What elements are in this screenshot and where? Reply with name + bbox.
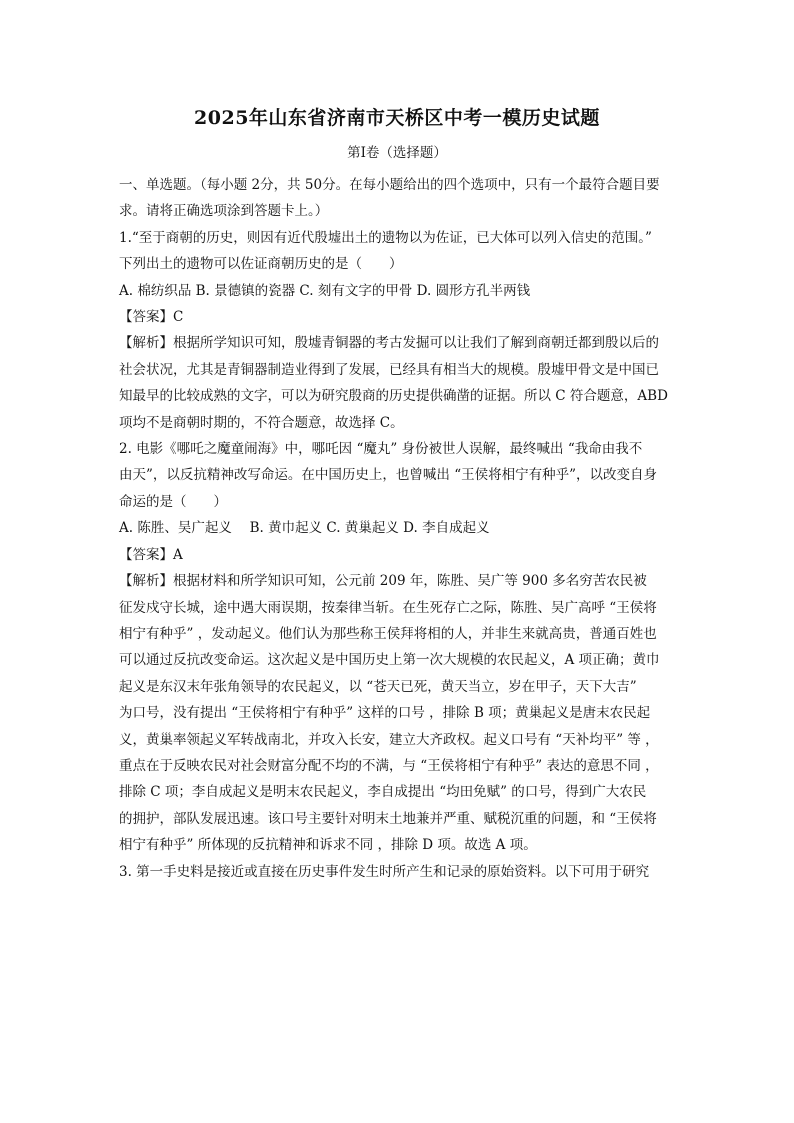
question-2-analysis: 起义是东汉末年张角领导的农民起义，以 “苍天已死，黄天当立，岁在甲子，天下大吉” bbox=[119, 678, 637, 695]
question-1-analysis: 项均不是商朝时期的，不符合题意，故选择 C。 bbox=[119, 414, 404, 431]
instruction-line: 一、单选题。（每小题 2分，共 50分。在每小题给出的四个选项中，只有一个最符合题目要 bbox=[119, 177, 660, 193]
question-1-options: A. 棉纺织品 B. 景德镇的瓷器 C. 刻有文字的甲骨 D. 圆形方孔半两钱 bbox=[119, 282, 531, 299]
question-2-analysis: 的拥护，部队发展迅速。该口号主要针对明末土地兼并严重、赋税沉重的问题，和 “王侯将 bbox=[119, 810, 657, 827]
section-subtitle: 第Ⅰ卷（选择题） bbox=[347, 145, 447, 161]
question-1-analysis: 社会状况，尤其是青铜器制造业得到了发展，已经具有相当大的规模。殷墟甲骨文是中国已 bbox=[119, 361, 659, 378]
document-title: 2025年山东省济南市天桥区中考一模历史试题 bbox=[194, 107, 600, 129]
question-2-stem: 2. 电影《哪吒之魔童闹海》中，哪吒因 “魔丸” 身份被世人误解，最终喊出 “我命由我不 bbox=[119, 441, 643, 458]
question-2-analysis: 征发戍守长城，途中遇大雨误期，按秦律当斩。在生死存亡之际，陈胜、吴广高呼 “王侯将 bbox=[119, 599, 657, 616]
question-1-stem: 下列出土的遗物可以佐证商朝历史的是（ ） bbox=[119, 256, 403, 273]
question-2-analysis: 义，黄巢率领起义军转战南北，并攻入长安，建立大齐政权。起义口号有 “天补均平” 等 ， bbox=[119, 731, 659, 748]
question-2-analysis: 可以通过反抗改变命运。这次起义是中国历史上第一次大规模的农民起义，A 项正确；黄巾 bbox=[119, 652, 660, 669]
question-2-analysis: 相宁有种乎” 所体现的反抗精神和诉求不同 ，排除 D 项。故选 A 项。 bbox=[119, 837, 537, 854]
question-2-analysis: 相宁有种乎” ，发动起义。他们认为那些称王侯拜将相的人，并非生来就高贵，普通百姓也 bbox=[119, 625, 657, 642]
question-3-stem: 3. 第一手史料是接近或直接在历史事件发生时所产生和记录的原始资料。以下可用于研究 bbox=[119, 863, 650, 880]
question-2-analysis: 【解析】根据材料和所学知识可知，公元前 209 年，陈胜、吴广等 900 多名穷苦农民被 bbox=[119, 573, 647, 590]
instruction-line: 求。请将正确选项涂到答题卡上。） bbox=[119, 203, 329, 220]
question-2-analysis: 重点在于反映农民对社会财富分配不均的不满，与 “王侯将相宁有种乎” 表达的意思不同 ， bbox=[119, 757, 659, 774]
question-1-analysis: 知最早的比较成熟的文字，可以为研究殷商的历史提供确凿的证据。所以 C 符合题意，ABD bbox=[119, 388, 668, 405]
question-2-stem: 由天”，以反抗精神改写命运。在中国历史上，也曾喊出 “王侯将相宁有种乎”，以改变自身 bbox=[119, 467, 657, 484]
question-1-stem: 1.“至于商朝的历史，则因有近代殷墟出土的遗物以为佐证，已大体可以列入信史的范围。” bbox=[119, 229, 652, 246]
question-2-options: A. 陈胜、吴广起义 B. 黄巾起义 C. 黄巢起义 D. 李自成起义 bbox=[119, 520, 490, 537]
question-2-stem: 命运的是（ ） bbox=[119, 493, 227, 510]
question-2-answer: 【答案】A bbox=[119, 546, 183, 563]
question-2-analysis: 排除 C 项；李自成起义是明末农民起义，李自成提出 “均田免赋” 的口号，得到广大农民 bbox=[119, 784, 647, 801]
question-1-answer: 【答案】C bbox=[119, 309, 184, 326]
question-2-analysis: 为口号，没有提出 “王侯将相宁有种乎” 这样的口号 ，排除 B 项；黄巢起义是唐末农民起 bbox=[119, 705, 651, 722]
document-body bbox=[119, 172, 679, 885]
question-1-analysis: 【解析】根据所学知识可知，殷墟青铜器的考古发掘可以让我们了解到商朝迁都到殷以后的 bbox=[119, 335, 659, 352]
